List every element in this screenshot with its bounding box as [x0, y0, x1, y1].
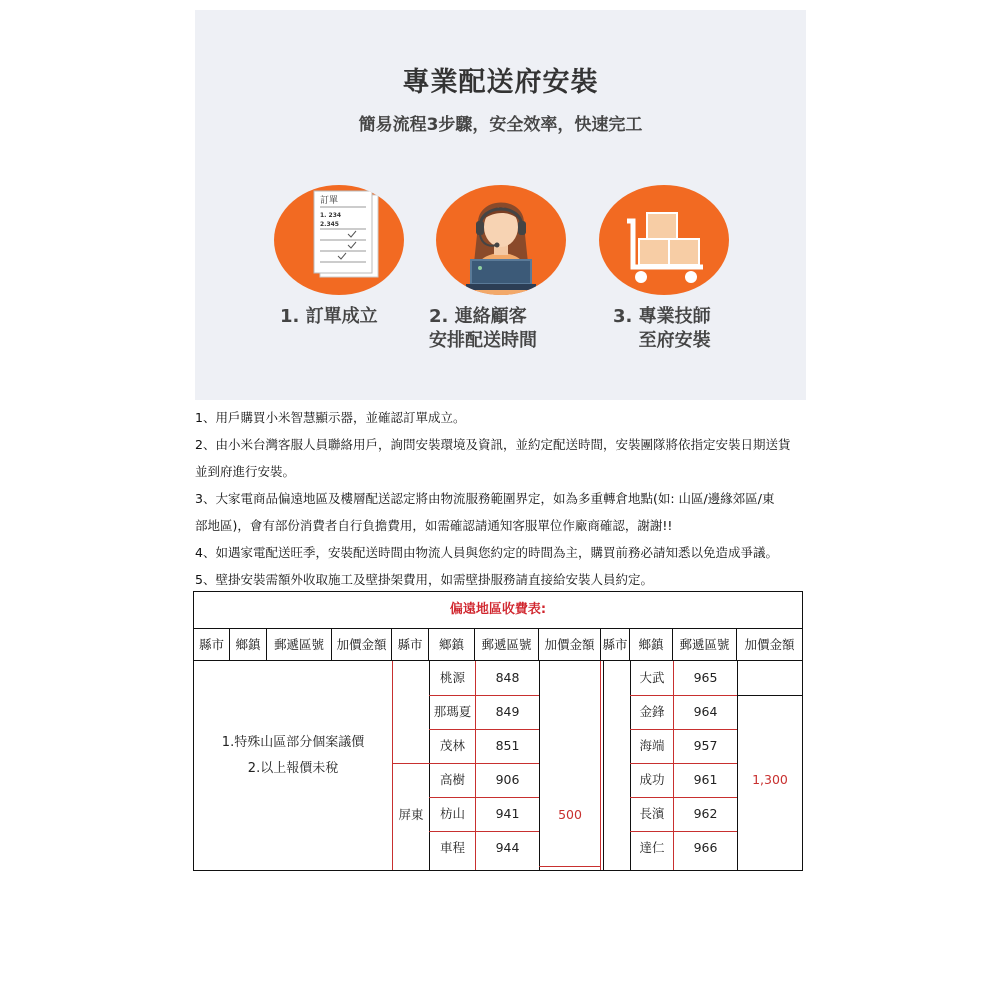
step-1-line-1: 1. 訂單成立: [280, 306, 378, 327]
header-town: 鄉鎮: [230, 629, 267, 661]
step-3-line-2: 至府安裝: [638, 330, 711, 351]
town-cell: 長濱: [639, 806, 665, 821]
service-notes: [195, 404, 807, 593]
town-cell: 車程: [439, 840, 465, 855]
header-zip: 郵遞區號: [673, 629, 737, 661]
zip-cell: 848: [495, 670, 520, 685]
zip-cell: 965: [693, 670, 718, 685]
customer-service-agent-icon: [436, 185, 566, 295]
service-banner: [195, 10, 806, 400]
zip-cell: 957: [693, 738, 718, 753]
header-county: 縣市: [601, 629, 630, 661]
header-zip: 郵遞區號: [475, 629, 539, 661]
note-line: 5、壁掛安裝需額外收取施工及壁掛架費用，如需壁掛服務請直接給安裝人員約定。: [195, 572, 653, 587]
note-line: 1、用戶購買小米智慧顯示器，並確認訂單成立。: [195, 410, 466, 425]
install-step-circle: [599, 185, 729, 295]
delivery-cart-boxes-icon: [599, 185, 729, 295]
town-cell: 成功: [639, 772, 665, 787]
town-cell: 茂林: [439, 738, 465, 753]
order-icon-line1: 1. 234: [320, 212, 342, 219]
note-line: 2、由小米台灣客服人員聯絡用戶，詢問安裝環境及資訊，並約定配送時間，安裝團隊將依指定安裝日期送貨: [195, 437, 791, 452]
banner-title: 專業配送府安裝: [402, 67, 599, 98]
zip-cell: 906: [495, 772, 520, 787]
order-document-icon: [274, 185, 404, 295]
zip-cell: 962: [693, 806, 718, 821]
fee-table-remarks: [194, 730, 392, 782]
town-cell: 大武: [639, 670, 665, 685]
zip-cell: 849: [495, 704, 520, 719]
note-line: 並到府進行安裝。: [195, 464, 296, 479]
order-icon-line2: 2.345: [320, 221, 339, 228]
town-cell: 海端: [639, 738, 665, 753]
note-line: 4、如遇家電配送旺季，安裝配送時間由物流人員與您約定的時間為主，購買前務必請知悉以免造成爭議。: [195, 545, 778, 560]
town-cell: 達仁: [639, 840, 665, 855]
town-cell: 金鋒: [639, 704, 665, 719]
step-2-line-2: 安排配送時間: [429, 330, 537, 351]
order-step-circle: [274, 185, 404, 295]
zip-cell: 944: [495, 840, 520, 855]
header-zip: 郵遞區號: [267, 629, 332, 661]
note-line: 部地區)，會有部份消費者自行負擔費用，如需確認請通知客服單位作廠商確認，謝謝!!: [195, 518, 673, 533]
town-cell: 桃源: [439, 670, 465, 685]
town-cell: 那瑪夏: [433, 704, 472, 719]
header-county: 縣市: [392, 629, 429, 661]
header-fee: 加價金額: [737, 629, 802, 661]
order-icon-title: 訂單: [320, 196, 339, 206]
remark-line: 2.以上報價未稅: [247, 761, 339, 776]
step-2-label: [429, 305, 537, 353]
town-cell: 枋山: [439, 806, 465, 821]
remote-area-fee-table: [193, 591, 803, 871]
zip-cell: 964: [693, 704, 718, 719]
remark-line: 1.特殊山區部分個案議價: [221, 735, 365, 750]
zip-cell: 851: [495, 738, 520, 753]
zip-cell: 961: [693, 772, 718, 787]
fee-amount-cell: 500: [558, 807, 582, 822]
header-town: 鄉鎮: [429, 629, 475, 661]
fee-amount-cell: 1,300: [752, 772, 788, 787]
note-line: 3、大家電商品偏遠地區及樓層配送認定將由物流服務範圍界定，如為多重轉倉地點(如: 山區/邊緣郊區/東: [195, 491, 775, 506]
step-3-line-1: 3. 專業技師: [613, 306, 711, 327]
step-2-line-1: 2. 連絡顧客: [429, 306, 527, 327]
step-3-label: [613, 305, 711, 353]
zip-cell: 966: [693, 840, 718, 855]
fee-table-title: 偏遠地區收費表:: [194, 592, 802, 629]
header-fee: 加價金額: [332, 629, 392, 661]
header-county: 縣市: [194, 629, 230, 661]
county-cell: 屏東: [398, 807, 424, 822]
zip-cell: 941: [495, 806, 520, 821]
town-cell: 高樹: [439, 772, 465, 787]
contact-step-circle: [436, 185, 566, 295]
banner-subtitle: 簡易流程3步驟，安全效率，快速完工: [358, 115, 643, 135]
header-town: 鄉鎮: [630, 629, 673, 661]
header-fee: 加價金額: [539, 629, 601, 661]
step-1-label: [280, 305, 378, 329]
